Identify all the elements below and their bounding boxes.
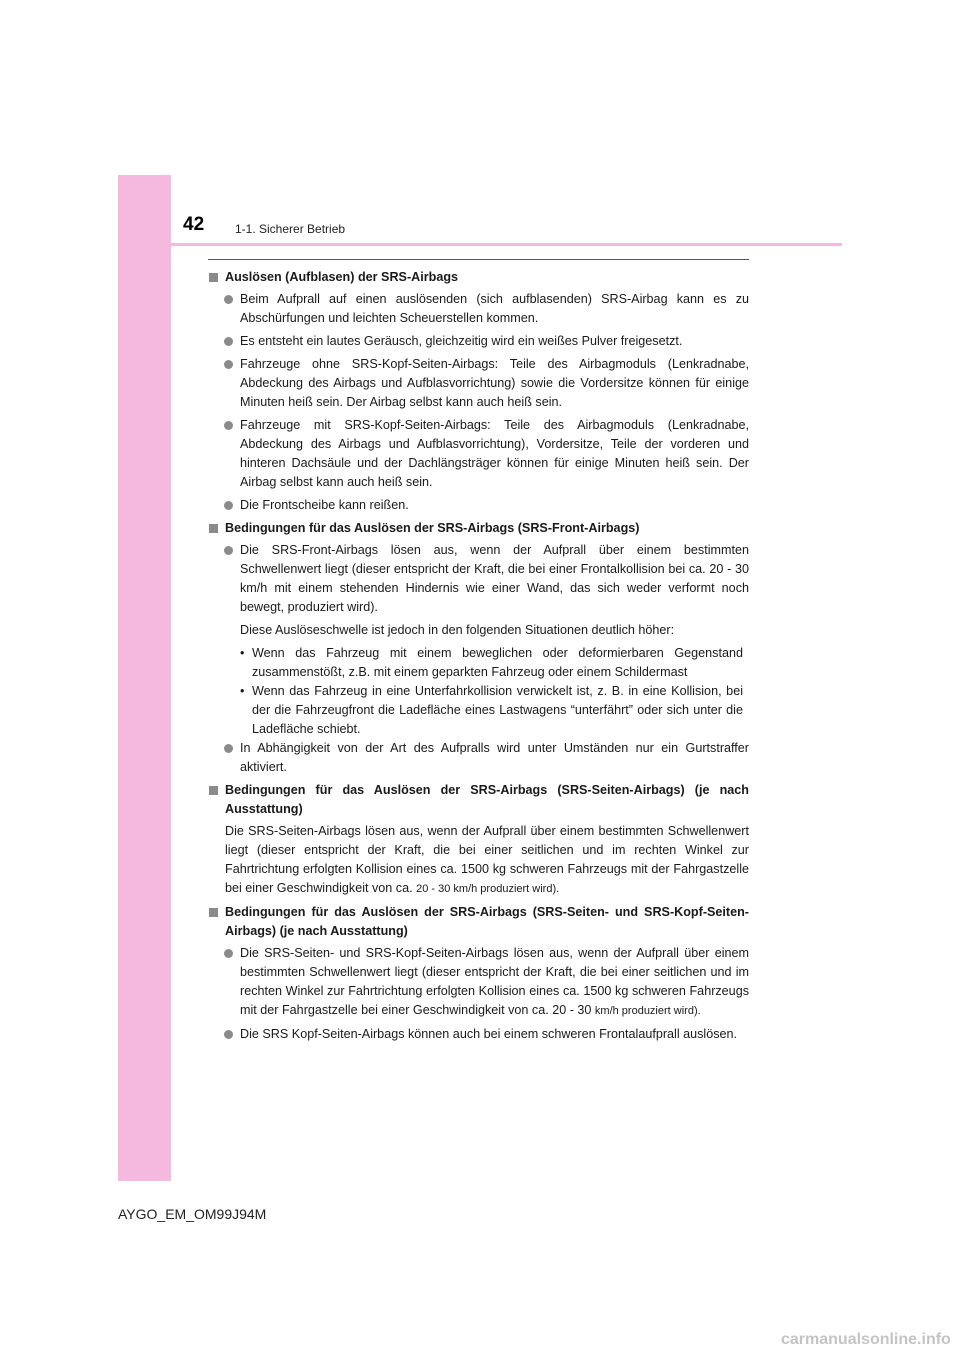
section-heading (208, 781, 749, 819)
list-item (208, 332, 749, 351)
sub-list-item (208, 644, 749, 682)
heading-text: Auslösen (Aufblasen) der SRS-Airbags (225, 270, 459, 284)
list-item (208, 355, 749, 412)
heading-text: Bedingungen für das Auslösen der SRS-Airbags (SRS-Front-Airbags) (225, 521, 640, 535)
bullet-text: Fahrzeuge ohne SRS-Kopf-Seiten-Airbags: Teile des Airbagmoduls (Lenkradnabe, Abdeckung des Airbags und Aufblasvorrichtung) sowie die Vordersitze können für einige Minuten heiß sein. Der Airbag selbst kann auch heiß sein. (240, 357, 749, 409)
list-item (208, 541, 749, 617)
list-item (208, 416, 749, 492)
square-bullet-icon (209, 273, 218, 282)
bullet-text: Die SRS-Seiten- und SRS-Kopf-Seiten-Airbags lösen aus, wenn der Aufprall über einem bestimmten Schwellenwert liegt (dieser entspricht der Kraft, die bei einer seitlichen und im rechten Winkel zur Fahrtrichtung erfolgten Kollision eines ca. 1500 kg schweren Fahrzeugs mit der Fahrgastzelle bei einer Geschwindigkeit von ca. 20 - 30 (240, 946, 749, 1017)
round-bullet-icon (224, 337, 233, 346)
section-title: 1-1. Sicherer Betrieb (235, 222, 346, 236)
paragraph-text: Die SRS-Seiten-Airbags lösen aus, wenn der Aufprall über einem bestimmten Schwellenwert liegt (dieser entspricht der Kraft, die bei einer seitlichen und im rechten Winkel zur Fahrtrichtung erfolgten Kollision eines ca. 1500 kg schweren Fahrzeugs mit der Fahrgastzelle bei einer Geschwindigkeit von ca. (225, 824, 749, 895)
list-item (208, 1025, 749, 1044)
bullet-text: Die SRS-Front-Airbags lösen aus, wenn der Aufprall über einem bestimmten Schwellenwert liegt (dieser entspricht der Kraft, die bei einer Frontalkollision bei ca. 20 - 30 km/h mit einem stehenden Hindernis wie einer Wand, das sich weder verformt noch bewegt, produziert wird). (240, 543, 749, 614)
sub-item-text: Wenn das Fahrzeug mit einem beweglichen oder deformierbaren Gegenstand zusammenstößt, z.B. mit einem geparkten Fahrzeug oder einem Schildermast (252, 646, 743, 679)
bullet-text: Es entsteht ein lautes Geräusch, gleichzeitig wird ein weißes Pulver freigesetzt. (240, 334, 683, 348)
bullet-text: In Abhängigkeit von der Art des Aufpralls wird unter Umständen nur ein Gurtstraffer aktiviert. (240, 741, 749, 774)
square-bullet-icon (209, 908, 218, 917)
document-code: AYGO_EM_OM99J94M (118, 1206, 267, 1222)
section-heading (208, 903, 749, 941)
paragraph (208, 822, 749, 899)
sub-list-item (208, 682, 749, 739)
list-item (208, 290, 749, 328)
site-watermark: carmanualsonline.info (781, 1331, 951, 1348)
heading-text: Bedingungen für das Auslösen der SRS-Airbags (SRS-Seiten-Airbags) (je nach Ausstattung) (225, 783, 749, 816)
square-bullet-icon (209, 786, 218, 795)
list-item (208, 944, 749, 1021)
paragraph-text-small: 20 - 30 km/h produziert wird). (416, 883, 560, 895)
round-bullet-icon (224, 295, 233, 304)
bullet-text: Fahrzeuge mit SRS-Kopf-Seiten-Airbags: Teile des Airbagmoduls (Lenkradnabe, Abdeckung des Airbags und Aufblasvorrichtung), Vordersitze, Teile der vorderen und hinteren Dachsäule und der Dachlängsträger können für einige Minuten heiß sein. Der Airbag selbst kann auch heiß sein. (240, 418, 749, 489)
header-divider (171, 243, 842, 246)
heading-text: Bedingungen für das Auslösen der SRS-Airbags (SRS-Seiten- und SRS-Kopf-Seiten-Airbags) (je nach Ausstattung) (225, 905, 749, 938)
note-text: Diese Auslöseschwelle ist jedoch in den folgenden Situationen deutlich höher: (240, 623, 675, 637)
section-heading (208, 519, 749, 538)
round-bullet-icon (224, 546, 233, 555)
page-content (208, 268, 749, 1048)
round-bullet-icon (224, 744, 233, 753)
page-number: 42 (183, 214, 205, 235)
content-divider (208, 259, 749, 260)
square-bullet-icon (209, 524, 218, 533)
sub-item-text: Wenn das Fahrzeug in eine Unterfahrkollision verwickelt ist, z. B. in eine Kollision, bei der die Fahrzeugfront die Ladefläche eines Lastwagens “unterfährt” oder sich unter die Ladefläche schiebt. (252, 684, 743, 736)
round-bullet-icon (224, 360, 233, 369)
list-item (208, 739, 749, 777)
chapter-color-tab (118, 175, 171, 1181)
bullet-text: Die Frontscheibe kann reißen. (240, 498, 409, 512)
bullet-text-small: km/h produziert wird). (594, 1005, 701, 1017)
round-bullet-icon (224, 1030, 233, 1039)
round-bullet-icon (224, 501, 233, 510)
sub-bullet-marker: • (240, 646, 245, 660)
list-item (208, 496, 749, 515)
round-bullet-icon (224, 421, 233, 430)
round-bullet-icon (224, 949, 233, 958)
bullet-text: Die SRS Kopf-Seiten-Airbags können auch bei einem schweren Frontalaufprall auslösen. (240, 1027, 738, 1041)
section-heading (208, 268, 749, 287)
bullet-text: Beim Aufprall auf einen auslösenden (sich aufblasenden) SRS-Airbag kann es zu Abschürfungen und leichten Scheuerstellen kommen. (240, 292, 749, 325)
sub-bullet-marker: • (240, 684, 245, 698)
